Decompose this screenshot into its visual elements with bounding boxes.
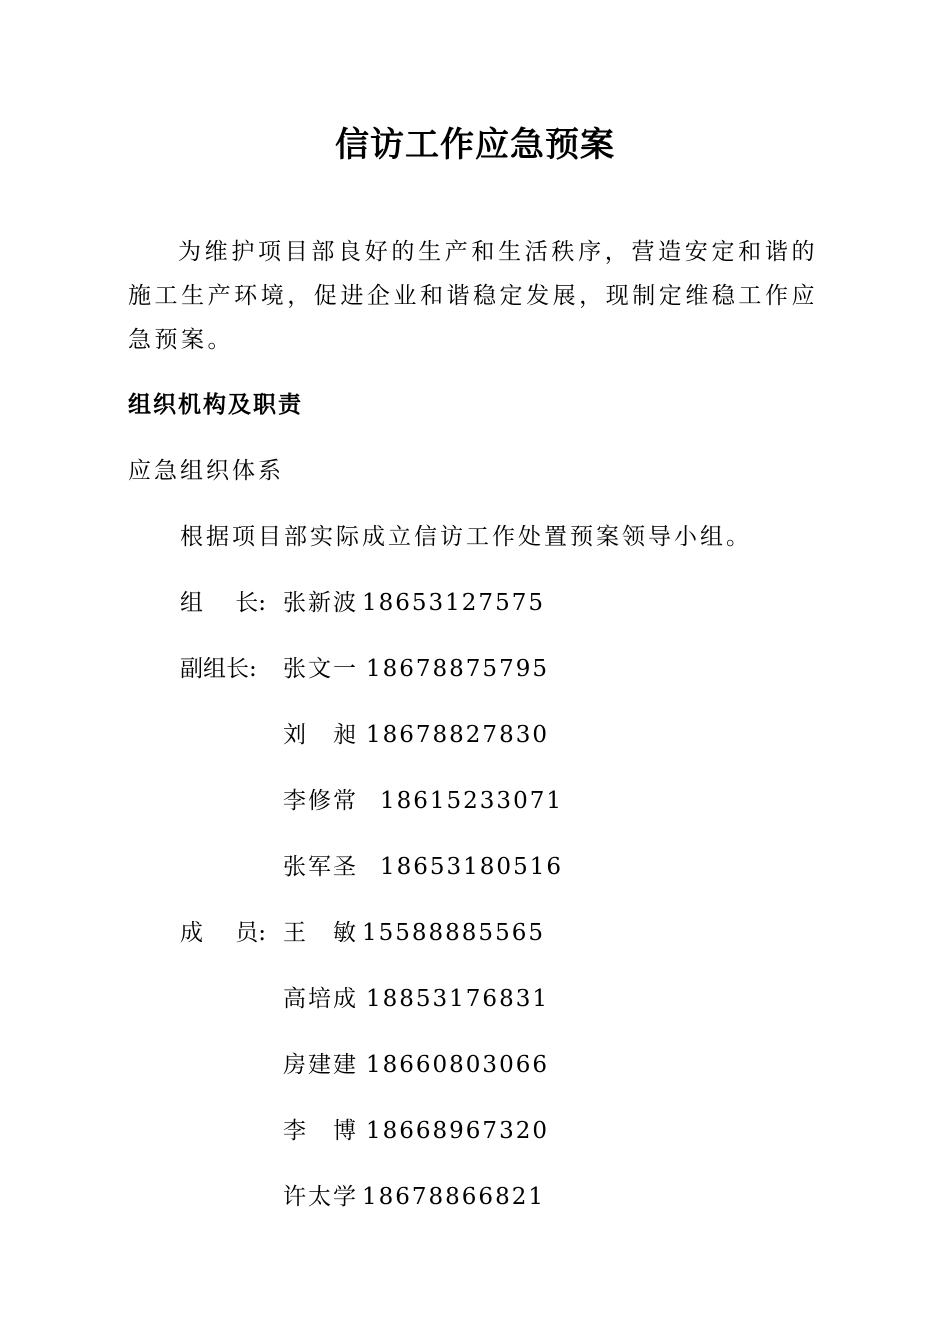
person-name: 刘 昶 (283, 722, 358, 748)
intro-paragraph: 为维护项目部良好的生产和生活秩序，营造安定和谐的施工生产环境，促进企业和谐稳定发展，现制定维稳工作应急预案。 (128, 239, 818, 353)
role-char: 员 (235, 920, 259, 946)
deputy-entry (283, 784, 563, 818)
role-label-leader (180, 586, 280, 620)
document-title: 信访工作应急预案 (335, 125, 615, 165)
phone-number: 18668967320 (366, 1118, 549, 1144)
person-name: 高培成 (283, 986, 358, 1012)
role-colon: : (258, 920, 266, 946)
member-entry (283, 916, 545, 950)
phone-number: 18653127575 (362, 590, 545, 616)
phone-number: 18678866821 (362, 1184, 545, 1210)
phone-number: 18678875795 (366, 656, 549, 682)
person-name: 张文一 (283, 656, 358, 682)
body-paragraph: 根据项目部实际成立信访工作处置预案领导小组。 (180, 524, 752, 550)
deputy-entry (283, 718, 549, 752)
phone-number: 15588885565 (362, 920, 545, 946)
subheading: 应急组织体系 (128, 458, 284, 484)
member-entry (283, 1180, 545, 1214)
member-entry (283, 1114, 549, 1148)
role-label-members (180, 916, 280, 950)
person-name: 李 博 (283, 1118, 358, 1144)
role-char: 成 (180, 920, 203, 946)
role-char: 长 (235, 590, 259, 616)
phone-number: 18853176831 (366, 986, 549, 1012)
phone-number: 18653180516 (380, 854, 563, 880)
deputy-entry (283, 850, 563, 884)
person-name: 张军圣 (283, 854, 358, 880)
section-heading: 组织机构及职责 (128, 391, 303, 418)
person-name: 许太学 (283, 1184, 358, 1210)
person-name: 张新波 (283, 590, 358, 616)
role-label-deputy: 副组长: (180, 656, 257, 682)
leader-entry (283, 586, 545, 620)
phone-number: 18615233071 (380, 788, 563, 814)
member-entry (283, 1048, 549, 1082)
member-entry (283, 982, 549, 1016)
person-name: 李修常 (283, 788, 358, 814)
phone-number: 18678827830 (366, 722, 549, 748)
person-name: 房建建 (283, 1052, 358, 1078)
role-colon: : (258, 590, 266, 616)
person-name: 王 敏 (283, 920, 358, 946)
phone-number: 18660803066 (366, 1052, 549, 1078)
role-char: 组 (180, 590, 203, 616)
deputy-entry (283, 652, 549, 686)
